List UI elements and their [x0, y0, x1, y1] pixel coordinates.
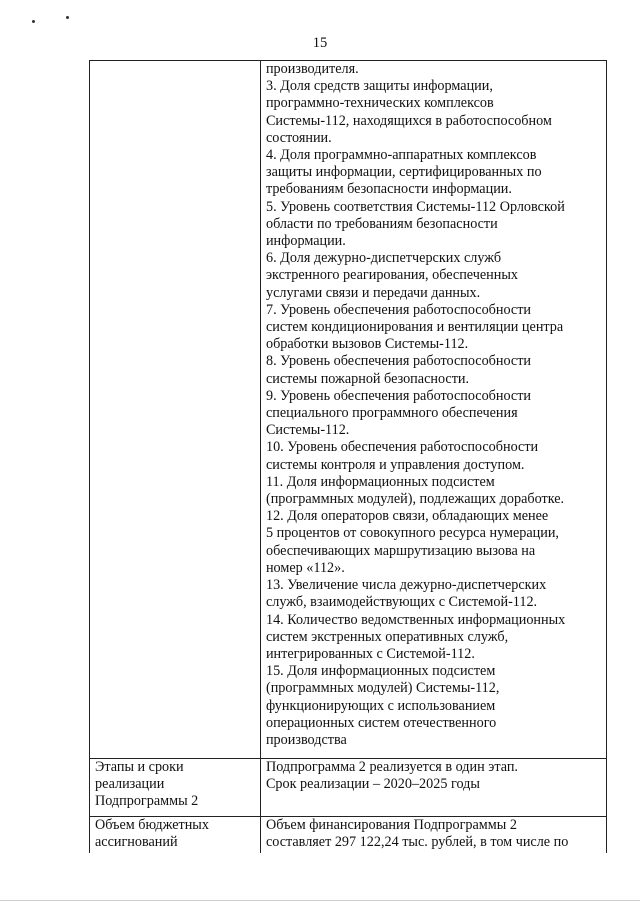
content-line: производителя.	[265, 61, 359, 77]
label-line: Подпрограммы 2	[95, 793, 199, 810]
label-line: Объем бюджетных	[95, 817, 209, 833]
content-line: (программных модулей) Системы-112,	[265, 680, 500, 697]
content-line: производства	[265, 731, 347, 748]
passport-table	[89, 60, 607, 853]
content-line: защиты информации, сертифицированных по	[265, 164, 542, 181]
content-line: системы контроля и управления доступом.	[265, 456, 525, 473]
content-line: 11. Доля информационных подсистем	[265, 473, 495, 490]
content-line: систем экстренных оперативных служб,	[265, 628, 509, 645]
content-line: 9. Уровень обеспечения работоспособности	[265, 387, 532, 404]
content-line: обеспечивающих маршрутизацию вызова на	[265, 542, 536, 559]
scan-dot	[32, 20, 35, 23]
content-line: 5 процентов от совокупного ресурса нумерации,	[265, 525, 559, 542]
content-line: обработки вызовов Системы-112.	[265, 336, 469, 353]
row-content-cell	[260, 759, 606, 817]
label-line: реализации	[95, 776, 165, 793]
page-bottom-edge	[0, 900, 640, 901]
table-row	[90, 817, 607, 853]
content-line: 10. Уровень обеспечения работоспособности	[265, 439, 539, 456]
content-line: 13. Увеличение числа дежурно-диспетчерских	[265, 577, 547, 594]
content-line: составляет 297 122,24 тыс. рублей, в том числе по	[265, 834, 569, 851]
row-label-cell	[90, 817, 261, 853]
row-label-cell	[90, 61, 261, 759]
content-line: экстренного реагирования, обеспеченных	[265, 267, 518, 284]
scan-dot	[66, 16, 69, 19]
content-line: услугами связи и передачи данных.	[265, 284, 481, 301]
content-line: систем кондиционирования и вентиляции центра	[265, 319, 564, 336]
content-line: 3. Доля средств защиты информации,	[265, 78, 493, 95]
content-line: Подпрограмма 2 реализуется в один этап.	[265, 759, 518, 775]
content-line: 7. Уровень обеспечения работоспособности	[265, 301, 532, 318]
content-line: 5. Уровень соответствия Системы-112 Орловской	[265, 198, 565, 215]
content-line: 15. Доля информационных подсистем	[265, 663, 496, 680]
content-line: информации.	[265, 233, 346, 250]
content-line: операционных систем отечественного	[265, 714, 497, 731]
content-line: (программных модулей), подлежащих доработке.	[265, 491, 565, 508]
table-row	[90, 61, 607, 759]
content-line: Срок реализации – 2020–2025 годы	[265, 776, 480, 793]
row-content-cell	[260, 817, 606, 853]
content-line: 14. Количество ведомственных информационных	[265, 611, 566, 628]
content-line: области по требованиям безопасности	[265, 215, 498, 232]
content-line: номер «112».	[265, 559, 345, 576]
content-line: 6. Доля дежурно-диспетчерских служб	[265, 250, 502, 267]
content-line: интегрированных с Системой-112.	[265, 645, 475, 662]
label-line: ассигнований	[95, 834, 178, 851]
label-line: Этапы и сроки	[95, 759, 184, 775]
content-line: требованиям безопасности информации.	[265, 181, 512, 198]
page-number: 15	[312, 35, 328, 51]
content-line: специального программного обеспечения	[265, 405, 518, 422]
content-line: 4. Доля программно-аппаратных комплексов	[265, 147, 537, 164]
content-line: 8. Уровень обеспечения работоспособности	[265, 353, 532, 370]
content-line: служб, взаимодействующих с Системой-112.	[265, 594, 538, 611]
table-row	[90, 759, 607, 817]
content-line: программно-технических комплексов	[265, 95, 494, 112]
content-line: состоянии.	[265, 129, 332, 146]
scan-marks	[32, 14, 92, 26]
content-line: Системы-112, находящихся в работоспособном	[265, 112, 552, 129]
content-line: системы пожарной безопасности.	[265, 370, 470, 387]
content-line: Объем финансирования Подпрограммы 2	[265, 817, 517, 833]
row-label-cell	[90, 759, 261, 817]
row-content-cell	[260, 61, 606, 759]
content-line: функционирующих с использованием	[265, 697, 496, 714]
content-line: 12. Доля операторов связи, обладающих менее	[265, 508, 549, 525]
content-line: Системы-112.	[265, 422, 350, 439]
